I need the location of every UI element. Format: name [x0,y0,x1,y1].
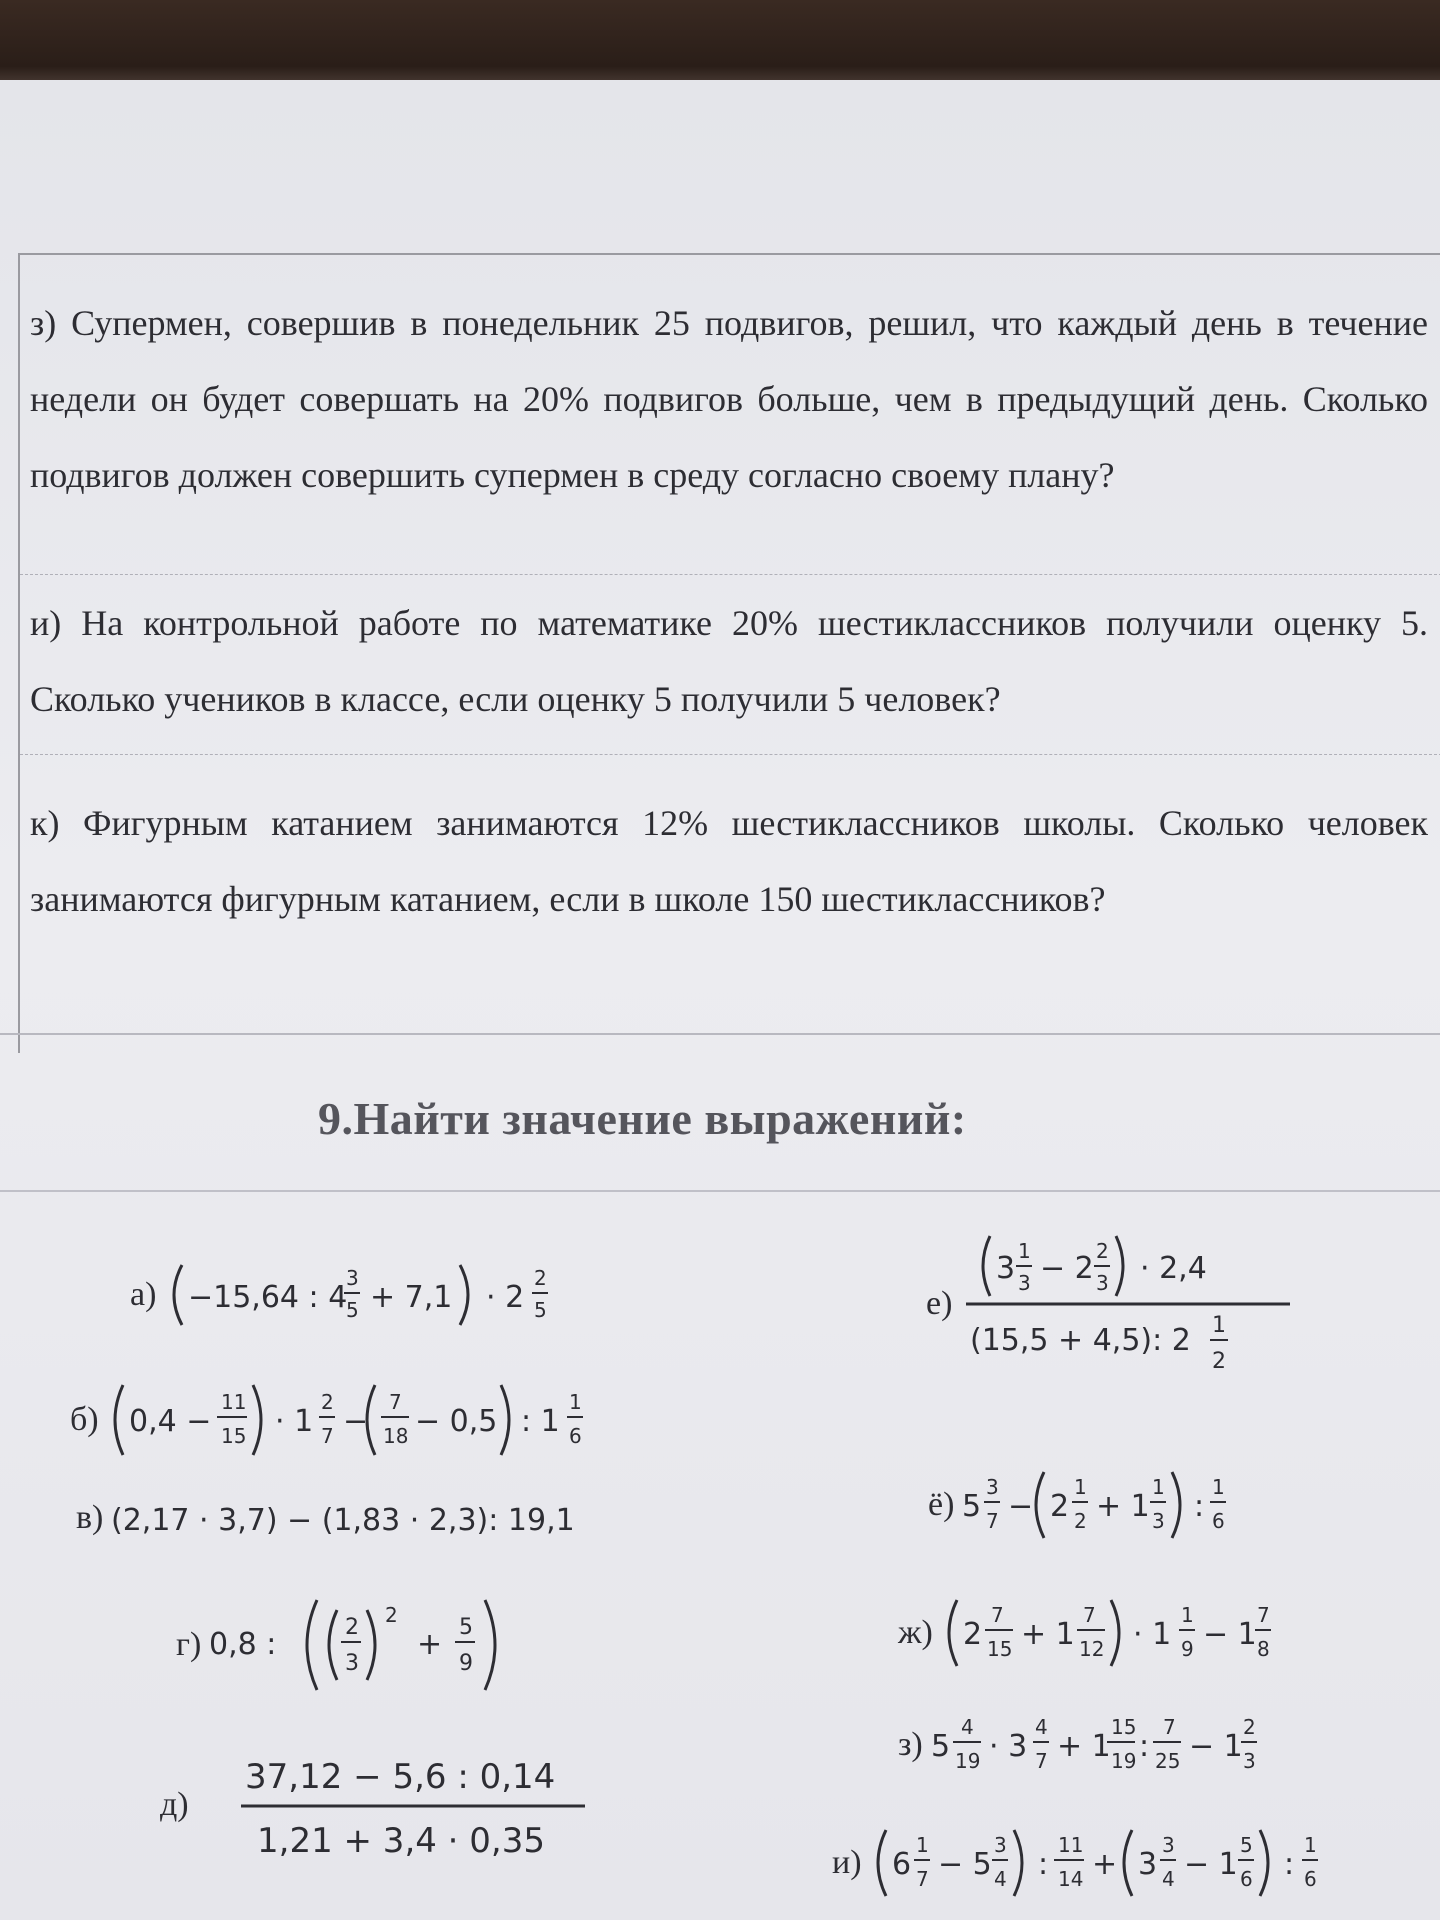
svg-text:2: 2 [1096,1239,1110,1263]
svg-text:3: 3 [346,1266,360,1290]
svg-text:15: 15 [986,1637,1013,1661]
svg-text:− 2: − 2 [1040,1251,1095,1286]
expression-b [70,1375,697,1465]
svg-text:2: 2 [1074,1509,1088,1533]
svg-text:1: 1 [1212,1313,1227,1338]
svg-text:7: 7 [990,1603,1004,1627]
expression-letter: е) [926,1285,953,1322]
expression-letter: и) [832,1844,862,1881]
svg-text:− 0,5: − 0,5 [414,1404,498,1439]
svg-text:7: 7 [915,1867,929,1891]
svg-text:2: 2 [1050,1489,1070,1524]
section-divider [0,1190,1440,1192]
svg-text:− 5: − 5 [937,1847,992,1882]
svg-text:· 2,4: · 2,4 [1140,1251,1208,1286]
svg-text:−: − [342,1404,368,1439]
svg-text:1: 1 [1018,1239,1032,1263]
svg-text:3: 3 [1096,1271,1110,1295]
svg-text:+ 1: + 1 [1020,1617,1075,1652]
svg-text:1: 1 [1303,1833,1317,1857]
svg-text:2: 2 [320,1390,334,1414]
svg-text:2: 2 [1242,1715,1256,1739]
svg-text:1: 1 [915,1833,929,1857]
svg-text:0,4 −: 0,4 − [128,1404,212,1439]
expression-i-formula [870,1818,1430,1908]
svg-text:6: 6 [891,1847,911,1882]
expression-g-formula [209,1590,569,1700]
svg-text:14: 14 [1057,1867,1083,1891]
svg-text:1: 1 [1152,1475,1166,1499]
expression-g [176,1590,569,1700]
svg-text:: 1: : 1 [520,1404,560,1439]
svg-text:5: 5 [534,1298,548,1322]
svg-text:6: 6 [1239,1867,1253,1891]
svg-text:2: 2 [962,1617,982,1652]
expression-letter: з) [898,1726,923,1763]
svg-text:7: 7 [986,1509,1000,1533]
svg-text:15: 15 [1110,1715,1137,1739]
expression-letter: в) [76,1499,104,1536]
svg-text:− 1: − 1 [1188,1729,1243,1764]
svg-text:+: + [417,1627,443,1662]
expression-yo [928,1460,1322,1550]
svg-text:+: + [1091,1847,1117,1882]
svg-text:5: 5 [1239,1833,1253,1857]
svg-text:3: 3 [345,1651,360,1676]
expression-a-formula [164,1255,634,1335]
svg-text::: : [1283,1847,1294,1882]
svg-text:0,8 :: 0,8 : [209,1627,277,1662]
svg-text::: : [1194,1489,1205,1524]
svg-text:5: 5 [930,1729,950,1764]
svg-text:1: 1 [568,1390,582,1414]
svg-text:· 1: · 1 [274,1404,313,1439]
expression-z [898,1700,1371,1790]
svg-text:· 3: · 3 [988,1729,1027,1764]
svg-text:11: 11 [1057,1833,1083,1857]
svg-text:4: 4 [1034,1715,1048,1739]
expression-letter: ж) [898,1614,933,1651]
svg-text:6: 6 [568,1424,582,1448]
svg-text:3: 3 [1242,1749,1256,1773]
svg-text:18: 18 [382,1424,409,1448]
expression-letter: д) [160,1786,189,1823]
svg-text:3: 3 [1152,1509,1166,1533]
expression-v [76,1490,671,1546]
svg-text::: : [1037,1847,1048,1882]
svg-text:3: 3 [986,1475,1000,1499]
expression-z-formula [931,1700,1371,1790]
svg-text:3: 3 [1137,1847,1157,1882]
svg-text:5: 5 [962,1489,982,1524]
svg-text:6: 6 [1303,1867,1317,1891]
section-title: 9.Найти значение выражений: [318,1093,967,1144]
svg-text:19: 19 [954,1749,981,1773]
svg-text:7: 7 [388,1390,402,1414]
svg-text:− 1: − 1 [1202,1617,1257,1652]
expression-letter: а) [130,1276,157,1313]
svg-text:− 1: − 1 [1183,1847,1238,1882]
expression-i [832,1818,1430,1908]
svg-text:+ 1: + 1 [1056,1729,1111,1764]
svg-text:+ 7,1: + 7,1 [370,1280,453,1315]
expression-zh [898,1588,1361,1678]
svg-text:1: 1 [1180,1603,1194,1627]
svg-text:7: 7 [320,1424,334,1448]
svg-text:5: 5 [346,1298,360,1322]
svg-text:2: 2 [1212,1349,1227,1374]
expression-letter: ё) [928,1486,955,1523]
svg-text:15: 15 [220,1424,247,1448]
problem-k: к) Фигурным катанием занимаются 12% шестиклассников школы. Сколько человек занимаются фигурным катанием, если в школе 150 шестиклассников? [30,803,1428,919]
svg-text:9: 9 [1180,1637,1194,1661]
svg-text:1: 1 [1074,1475,1088,1499]
expression-a [130,1255,634,1335]
svg-text:−15,64 : 4: −15,64 : 4 [188,1280,348,1315]
svg-text:−: − [1008,1489,1034,1524]
svg-text:4: 4 [960,1715,974,1739]
expression-letter: б) [70,1401,99,1438]
svg-text:12: 12 [1078,1637,1105,1661]
svg-text:9: 9 [459,1651,474,1676]
svg-text:4: 4 [1161,1867,1175,1891]
svg-text:8: 8 [1256,1637,1270,1661]
svg-text:1: 1 [1212,1475,1226,1499]
svg-text:37,12 − 5,6 : 0,14: 37,12 − 5,6 : 0,14 [244,1757,555,1797]
svg-text:11: 11 [220,1390,247,1414]
svg-text:6: 6 [1212,1509,1226,1533]
expression-letter: г) [176,1626,202,1663]
svg-text::: : [1138,1729,1149,1764]
svg-text:3: 3 [1018,1271,1032,1295]
svg-text:1,21 + 3,4 · 0,35: 1,21 + 3,4 · 0,35 [256,1821,545,1861]
word-problems-table [18,253,1440,1053]
problem-z: з) Супермен, совершив в понедельник 25 подвигов, решил, что каждый день в течение недели он будет совершать на 20% подвигов больше, чем в предыдущий день. Сколько подвигов должен совершить супермен в среду согласно своему плану? [20,285,1440,575]
svg-text:+ 1: + 1 [1096,1489,1151,1524]
svg-text:· 1: · 1 [1132,1617,1171,1652]
svg-text:2: 2 [385,1603,399,1627]
expression-zh-formula [941,1588,1361,1678]
svg-text:3: 3 [1161,1833,1175,1857]
svg-text:25: 25 [1154,1749,1181,1773]
expression-yo-formula [962,1460,1322,1550]
expression-v-formula [111,1490,671,1546]
svg-text:5: 5 [459,1615,474,1640]
expression-e-formula [960,1224,1300,1384]
svg-text:7: 7 [1162,1715,1176,1739]
svg-text:7: 7 [1034,1749,1048,1773]
svg-text:7: 7 [1082,1603,1096,1627]
problem-i: и) На контрольной работе по математике 20% шестиклассников получили оценку 5. Сколько учеников в классе, если оценку 5 получили 5 человек? [20,585,1440,755]
svg-text:7: 7 [1256,1603,1270,1627]
svg-text:2: 2 [345,1615,360,1640]
svg-text:(15,5 + 4,5): 2: (15,5 + 4,5): 2 [970,1323,1192,1358]
svg-text:19: 19 [1110,1749,1137,1773]
expression-d [160,1740,597,1870]
expression-b-formula [107,1375,697,1465]
svg-text:2: 2 [534,1266,548,1290]
expression-d-formula [197,1740,597,1870]
svg-text:· 2: · 2 [486,1280,525,1315]
svg-text:(2,17 · 3,7) − (1,83 · 2,3): 1: (2,17 · 3,7) − (1,83 · 2,3): 19,1 [111,1503,576,1538]
svg-text:3: 3 [993,1833,1007,1857]
svg-text:4: 4 [993,1867,1007,1891]
expression-e [926,1224,1300,1384]
table-bottom-rule [0,1033,1440,1035]
svg-text:3: 3 [996,1251,1016,1286]
